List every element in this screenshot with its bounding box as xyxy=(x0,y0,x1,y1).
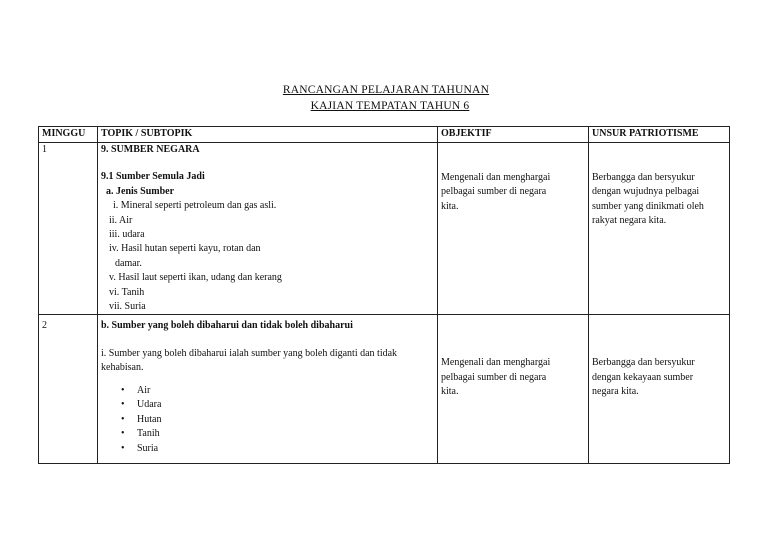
objective-line: Mengenali dan menghargai xyxy=(441,172,551,183)
list-item: v. Hasil laut seperti ikan, udang dan kerang xyxy=(109,272,282,284)
list-item: vi. Tanih xyxy=(109,286,145,298)
list-item: • Tanih xyxy=(121,427,434,442)
patriotism-line: Berbangga dan bersyukur xyxy=(592,357,695,369)
subtopic-title: 9.1 Sumber Semula Jadi xyxy=(101,171,205,183)
table-header-row xyxy=(39,127,730,143)
patriotism-line: sumber yang dinikmati oleh xyxy=(592,200,704,212)
table-row xyxy=(39,315,730,463)
document-title: RANCANGAN PELAJARAN TAHUNAN xyxy=(282,84,490,96)
topic-cell xyxy=(98,143,438,315)
objective-line: pelbagai sumber di negara xyxy=(441,186,547,198)
patriotism-line: rakyat negara kita. xyxy=(592,215,667,227)
objective-line: kita. xyxy=(441,200,459,212)
bullet-icon: • xyxy=(121,413,125,425)
list-item: iii. udara xyxy=(109,229,145,241)
patriotism-line: Berbangga dan bersyukur xyxy=(592,172,695,183)
week-number: 2 xyxy=(42,320,47,332)
objective-line: pelbagai sumber di negara xyxy=(441,371,547,383)
objective-cell xyxy=(438,315,589,463)
list-item: damar. xyxy=(115,257,142,269)
week-number: 1 xyxy=(42,144,47,155)
topic-title: 9. SUMBER NEGARA xyxy=(101,144,200,155)
header-unsur-patriotisme: UNSUR PATRIOTISME xyxy=(589,127,730,143)
bullet-icon: • xyxy=(121,399,125,411)
list-item: • Udara xyxy=(121,398,434,413)
bullet-list xyxy=(101,384,434,457)
list-item: ii. Air xyxy=(109,214,133,226)
list-item: • Suria xyxy=(121,442,434,457)
list-item: i. Mineral seperti petroleum dan gas asli. xyxy=(113,200,277,212)
objective-line: kita. xyxy=(441,386,459,398)
table-row xyxy=(39,143,730,315)
description-line: kehabisan. xyxy=(101,362,144,374)
list-item: • Hutan xyxy=(121,413,434,428)
bullet-icon: • xyxy=(121,443,125,455)
objective-line: Mengenali dan menghargai xyxy=(441,357,551,369)
bullet-icon: • xyxy=(121,428,125,440)
patriotism-line: dengan kekayaan sumber xyxy=(592,371,694,383)
topic-title: b. Sumber yang boleh dibaharui dan tidak boleh dibaharui xyxy=(101,320,353,332)
patriotism-cell xyxy=(589,143,730,315)
list-item: vii. Suria xyxy=(109,301,146,313)
section-title: a. Jenis Sumber xyxy=(106,185,175,197)
week-cell xyxy=(39,143,98,315)
header-minggu: MINGGU xyxy=(39,127,98,143)
list-item: • Air xyxy=(121,384,434,399)
header-topik: TOPIK / SUBTOPIK xyxy=(98,127,438,143)
topic-cell xyxy=(98,315,438,463)
patriotism-line: dengan wujudnya pelbagai xyxy=(592,186,700,198)
week-cell xyxy=(39,315,98,463)
patriotism-cell xyxy=(589,315,730,463)
document-subtitle: KAJIAN TEMPATAN TAHUN 6 xyxy=(310,100,470,112)
header-objektif: OBJEKTIF xyxy=(438,127,589,143)
description-line: i. Sumber yang boleh dibaharui ialah sumber yang boleh diganti dan tidak xyxy=(101,347,398,359)
lesson-plan-table xyxy=(38,126,730,464)
patriotism-line: negara kita. xyxy=(592,386,639,398)
objective-cell xyxy=(438,143,589,315)
list-item: iv. Hasil hutan seperti kayu, rotan dan xyxy=(109,243,261,255)
bullet-icon: • xyxy=(121,384,125,396)
